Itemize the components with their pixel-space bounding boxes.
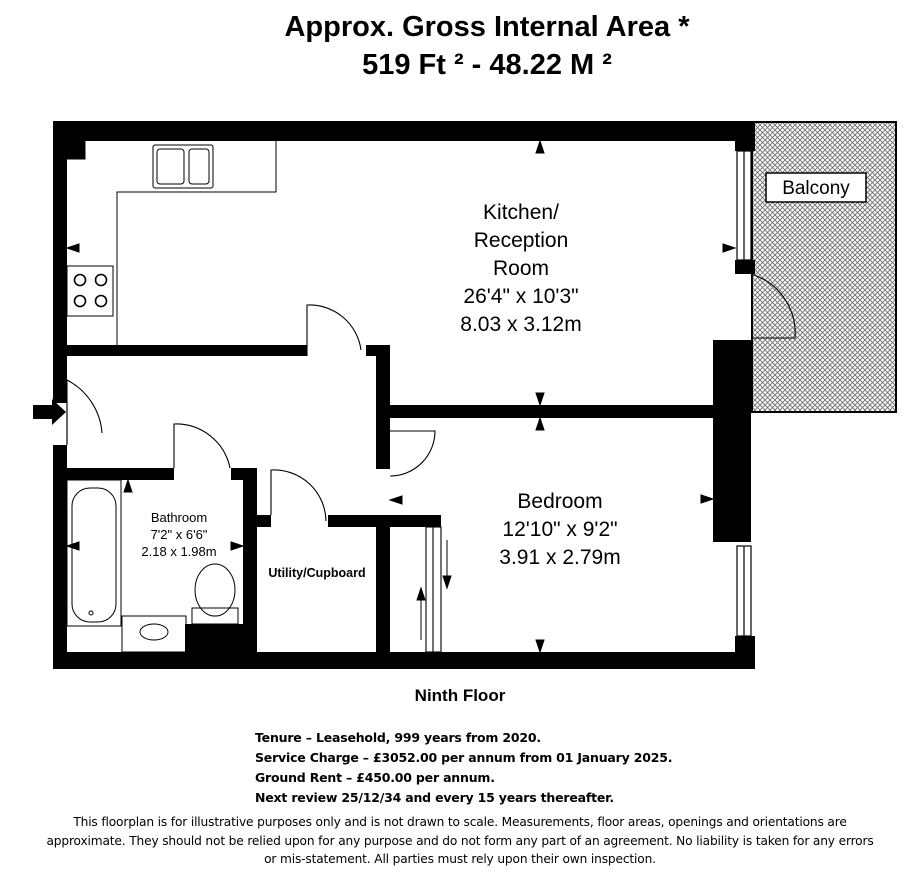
area-figure: 519 Ft ² - 48.22 M ² (362, 49, 612, 81)
balcony-area (752, 122, 896, 412)
kitchen-imperial: 26'4" x 10'3" (463, 285, 579, 308)
floor-label: Ninth Floor (414, 686, 506, 705)
disclaimer-line: This floorplan is for illustrative purposes only and is not drawn to scale. Measurements, floor areas, openings and orientations are (73, 815, 847, 829)
kitchen-name-line-1: Kitchen/ (483, 201, 559, 224)
bathroom-metric: 2.18 x 1.98m (141, 544, 217, 559)
disclaimer-line: approximate. They should not be relied upon for any purpose and do not form any part of an agreement. No liability is taken for any errors (46, 833, 874, 848)
disclaimer-line: or mis-statement. All parties must rely upon their own inspection. (264, 852, 656, 866)
toilet-icon (192, 564, 238, 624)
kitchen-label (460, 201, 581, 336)
bedroom-name: Bedroom (517, 490, 603, 513)
dimension-markers (67, 141, 735, 652)
kitchen-name-line-2: Reception (473, 229, 569, 252)
kitchen-metric: 8.03 x 3.12m (460, 313, 582, 336)
area-title: Approx. Gross Internal Area * (284, 11, 690, 43)
outer-walls (53, 121, 755, 669)
interior-walls (67, 345, 713, 652)
bedroom-imperial: 12'10" x 9'2" (502, 518, 618, 541)
doors (67, 274, 795, 652)
basin-icon (122, 616, 186, 652)
service-charge-line: Service Charge – £3052.00 per annum from 01 January 2025. (255, 750, 673, 765)
balcony-label: Balcony (782, 178, 850, 199)
bathroom-label (141, 510, 216, 559)
sink-icon (153, 145, 213, 188)
review-line: Next review 25/12/34 and every 15 years thereafter. (255, 790, 614, 805)
kitchen-name-line-3: Room (492, 257, 550, 280)
utility-label: Utility/Cupboard (268, 566, 366, 580)
bedroom-metric: 3.91 x 2.79m (499, 546, 621, 569)
kitchen-counter (67, 141, 276, 345)
ground-rent-line: Ground Rent – £450.00 per annum. (255, 770, 495, 785)
bathroom-name: Bathroom (150, 510, 208, 525)
bath-icon (67, 480, 121, 626)
disclaimer (40, 813, 880, 869)
hob-icon (67, 266, 113, 316)
bedroom-label (499, 490, 620, 569)
tenure-line: Tenure – Leasehold, 999 years from 2020. (255, 730, 541, 745)
bathroom-imperial: 7'2" x 6'6" (150, 527, 208, 542)
tenure-info (255, 728, 672, 808)
